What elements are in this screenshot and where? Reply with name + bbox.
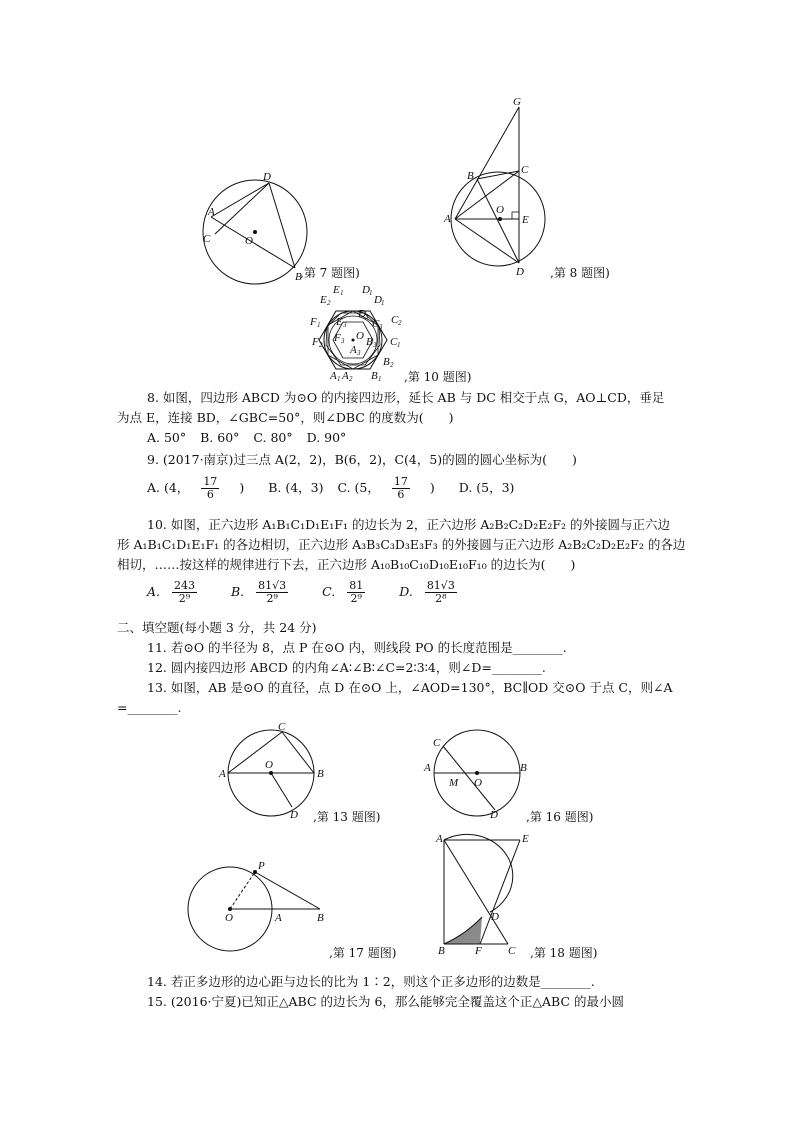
q10-line3: 相切，……按这样的规律进行下去，正六边形 A₁₀B₁₀C₁₀D₁₀E₁₀F₁₀ 的边长为( )	[117, 557, 576, 572]
q9-option-d[interactable]: D. (5，3)	[458, 480, 515, 495]
figure-8-caption: ,第 8 题图)	[550, 266, 610, 280]
figure-13-caption: ,第 13 题图)	[313, 810, 381, 824]
fig18-label-E: E	[522, 833, 529, 845]
fig10-label-B3: B	[366, 336, 373, 348]
fig10-label-D1b: D	[374, 294, 382, 306]
svg-text:3: 3	[365, 313, 369, 321]
fig8-label-G: G	[513, 96, 521, 108]
q13-line1: 13. 如图，AB 是⊙O 的直径，点 D 在⊙O 上，∠AOD=130°，BC∥OD 交⊙O 于点 C，则∠A	[147, 680, 673, 695]
svg-text:2: 2	[319, 341, 323, 349]
q9-option-a[interactable]: A. (4， $\frac{17}{6}$ )	[147, 475, 245, 501]
q8-option-d[interactable]: D. 90°	[306, 430, 347, 445]
q8-option-b[interactable]: B. 60°	[200, 430, 240, 445]
figure-16-diagram	[420, 718, 540, 828]
fig10-label-A3: A	[350, 344, 357, 356]
svg-text:3: 3	[341, 337, 345, 345]
fig10-label-C3: C	[372, 318, 380, 330]
fig16-label-D: D	[490, 809, 498, 821]
fig10-label-C1: C	[390, 336, 398, 348]
fig10-label-E2: E	[320, 294, 327, 306]
q9-option-c[interactable]: C. (5， $\frac{17}{6}$ )	[337, 475, 435, 501]
fig18-label-C: C	[508, 945, 516, 957]
q10-option-b[interactable]: B. $\frac{81√3}{\text{2⁹}}$	[231, 579, 287, 605]
fig18-label-A: A	[436, 833, 443, 845]
svg-text:3: 3	[379, 323, 383, 331]
figure-16	[420, 718, 540, 828]
fig17-label-O: O	[225, 912, 233, 924]
fig7-label-C: C	[203, 233, 211, 245]
fig10-label-A1: A	[330, 370, 337, 382]
fig7-label-D: D	[263, 171, 271, 183]
figure-17-diagram	[183, 855, 333, 965]
fig8-label-D: D	[516, 266, 524, 278]
svg-text:2: 2	[349, 375, 353, 383]
fig17-label-B: B	[317, 912, 324, 924]
svg-text:2: 2	[390, 361, 394, 369]
fig10-label-D3: D	[358, 308, 366, 320]
q8-line1: 8. 如图，四边形 ABCD 为⊙O 的内接四边形，延长 AB 与 DC 相交于点 G，AO⊥CD，垂足	[147, 390, 665, 405]
fig10-label-F2: F	[312, 336, 319, 348]
fig13-label-B: B	[317, 768, 324, 780]
fig16-label-M: M	[449, 777, 459, 789]
fig10-label-F1: F	[310, 316, 317, 328]
svg-text:1: 1	[397, 341, 401, 349]
fig18-label-D: D	[491, 911, 499, 923]
q9-option-c-fraction: $\frac{17}{6}$	[393, 475, 408, 501]
q9-option-b[interactable]: B. (4，3)	[268, 480, 324, 495]
q9-line1: 9. (2017·南京)过三点 A(2，2)，B(6，2)，C(4，5)的圆的圆心坐标为( )	[147, 452, 577, 467]
fig16-label-O: O	[474, 777, 482, 789]
q13-line2: =________.	[117, 700, 182, 715]
fig8-label-B: B	[467, 170, 474, 182]
q8-line2: 为点 E，连接 BD，∠GBC=50°，则∠DBC 的度数为( )	[117, 410, 454, 425]
fig7-label-A: A	[208, 206, 215, 218]
fig13-label-A: A	[219, 768, 226, 780]
fig10-label-A2: A	[342, 370, 349, 382]
figure-8-diagram	[440, 95, 560, 280]
svg-text:2: 2	[398, 319, 402, 327]
fig13-label-O: O	[265, 759, 273, 771]
figure-18-caption: ,第 18 题图)	[530, 946, 598, 960]
q8-options	[147, 430, 356, 445]
fig8-label-E: E	[522, 214, 529, 226]
q9-options	[147, 476, 524, 501]
fig18-label-F: F	[475, 945, 482, 957]
fig10-label-D1: D	[362, 284, 370, 296]
svg-text:1: 1	[340, 289, 344, 297]
q10-option-a[interactable]: A. $\frac{243}{\text{2⁹}}$	[147, 579, 196, 605]
svg-text:1: 1	[317, 321, 321, 329]
section-2-heading: 二、填空题(每小题 3 分，共 24 分)	[117, 620, 317, 635]
q10-option-d[interactable]: D. $\frac{81√3}{\text{2⁸}}$	[399, 579, 455, 605]
fig10-label-O: O	[356, 330, 364, 342]
fig10-label-E3: E	[336, 316, 343, 328]
fig7-label-B: B	[295, 271, 302, 283]
fig10-label-E1: E	[333, 284, 340, 296]
svg-text:1: 1	[381, 299, 385, 307]
fig7-label-O: O	[245, 235, 253, 247]
fig10-label-B2: B	[383, 356, 390, 368]
svg-text:3: 3	[373, 341, 377, 349]
svg-text:3: 3	[343, 321, 347, 329]
fig16-label-A: A	[424, 762, 431, 774]
fig8-label-O: O	[496, 204, 504, 216]
q9-option-a-fraction: $\frac{17}{6}$	[203, 475, 218, 501]
svg-text:2: 2	[327, 299, 331, 307]
svg-text:1: 1	[378, 375, 382, 383]
fig16-label-B: B	[520, 762, 527, 774]
q14: 14. 若正多边形的边心距与边长的比为 1∶2，则这个正多边形的边数是________.	[147, 974, 595, 989]
q10-line1: 10. 如图，正六边形 A₁B₁C₁D₁E₁F₁ 的边长为 2，正六边形 A₂B₂C₂D₂E₂F₂ 的外接圆与正六边	[147, 517, 670, 532]
q10-options	[147, 580, 487, 605]
q10-option-c[interactable]: C. $\frac{81}{\text{2⁹}}$	[322, 579, 364, 605]
q11: 11. 若⊙O 的半径为 8，点 P 在⊙O 内，则线段 PO 的长度范围是________.	[147, 640, 567, 655]
fig10-label-C2: C	[391, 314, 399, 326]
figure-16-caption: ,第 16 题图)	[526, 810, 594, 824]
fig13-label-D: D	[290, 809, 298, 821]
figure-17	[183, 855, 333, 965]
svg-text:3: 3	[357, 349, 361, 357]
fig18-label-B: B	[438, 945, 445, 957]
fig8-label-A: A	[444, 213, 451, 225]
figure-7	[195, 170, 315, 285]
q12: 12. 圆内接四边形 ABCD 的内角∠A∶∠B∶∠C=2∶3∶4，则∠D=________.	[147, 660, 546, 675]
figure-18	[430, 830, 535, 960]
fig8-label-C: C	[521, 164, 529, 176]
svg-text:1: 1	[337, 375, 341, 383]
fig17-label-P: P	[258, 860, 265, 872]
q8-option-a[interactable]: A. 50°	[147, 430, 187, 445]
q10-line2: 形 A₁B₁C₁D₁E₁F₁ 的各边相切，正六边形 A₃B₃C₃D₃E₃F₃ 的外接圆与正六边形 A₂B₂C₂D₂E₂F₂ 的各边	[117, 537, 686, 552]
fig16-label-C: C	[433, 737, 441, 749]
fig17-label-A: A	[275, 912, 282, 924]
figure-10	[310, 283, 410, 383]
figure-17-caption: ,第 17 题图)	[329, 946, 397, 960]
figure-10-diagram	[310, 283, 410, 383]
q8-option-c[interactable]: C. 80°	[253, 430, 293, 445]
figure-7-caption: ,第 7 题图)	[300, 266, 360, 280]
fig13-label-C: C	[278, 721, 286, 733]
figure-7-diagram	[195, 170, 315, 285]
svg-text:1: 1	[369, 289, 373, 297]
fig10-label-B1: B	[371, 370, 378, 382]
figure-10-caption: ,第 10 题图)	[404, 370, 472, 384]
figure-8	[440, 95, 560, 280]
figure-18-diagram	[430, 830, 535, 960]
q15: 15. (2016·宁夏)已知正△ABC 的边长为 6，那么能够完全覆盖这个正△ABC 的最小圆	[147, 994, 625, 1009]
fig10-label-F3: F	[334, 332, 341, 344]
